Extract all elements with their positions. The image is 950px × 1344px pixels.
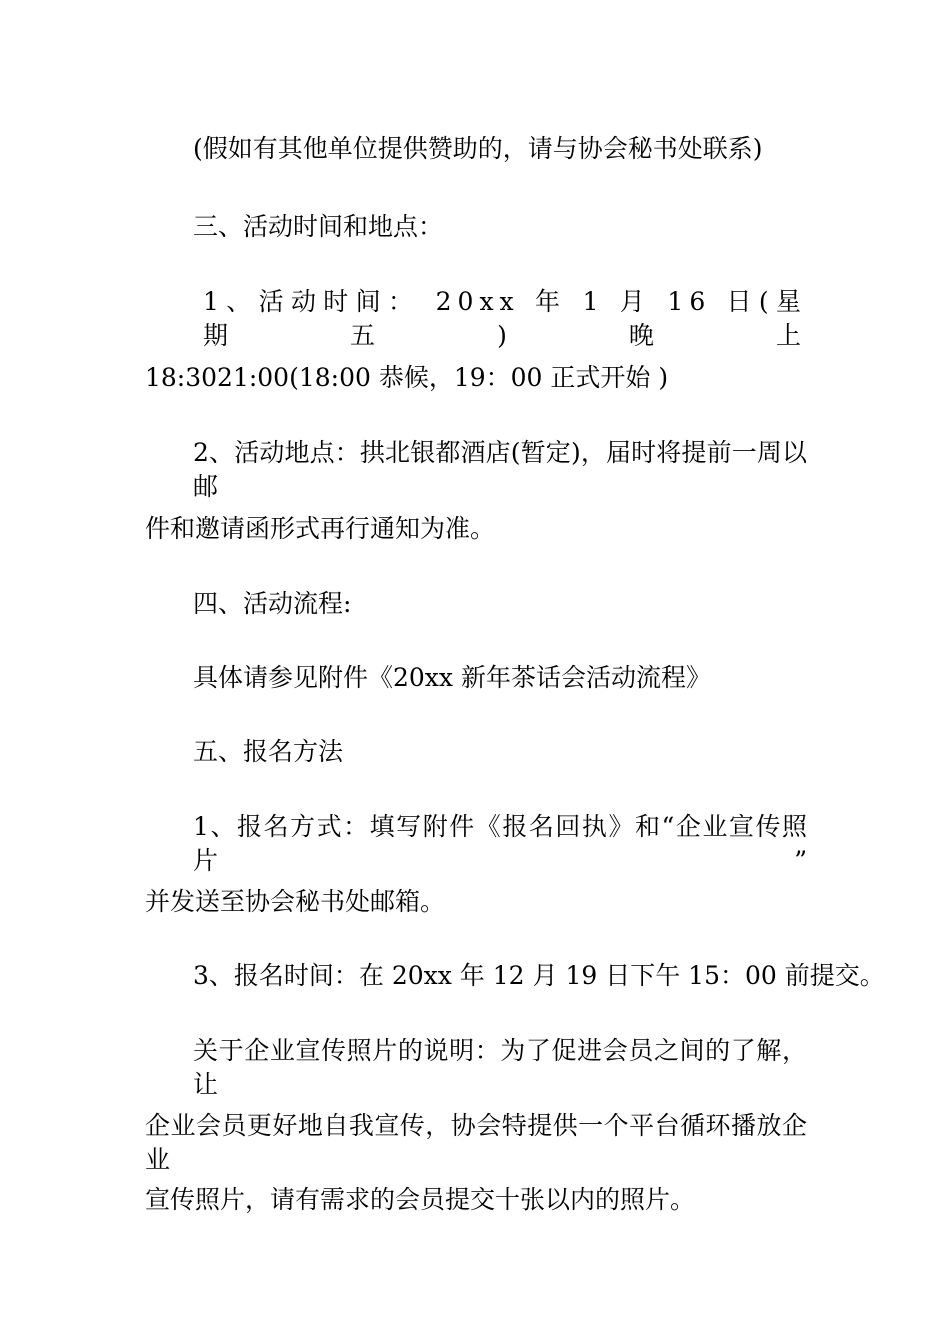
event-time-detail: 18:3021:00(18:00 恭候，19：00 正式开始 ): [145, 363, 669, 392]
registration-deadline: 3、报名时间：在 20xx 年 12 月 19 日下午 15：00 前提交。: [193, 961, 885, 990]
event-time-line: 1、活动时间： 20xx 年 1 月 16 日(星期五)晚上: [203, 287, 807, 350]
event-location-detail: 件和邀请函形式再行通知为准。: [145, 514, 496, 543]
event-location-line: 2、活动地点：拱北银都酒店(暂定)，届时将提前一周以邮: [193, 438, 807, 501]
section-4-heading: 四、活动流程:: [193, 589, 352, 618]
section-5-heading: 五、报名方法: [193, 737, 344, 766]
registration-method-detail: 并发送至协会秘书处邮箱。: [145, 887, 446, 916]
section-3-heading: 三、活动时间和地点：: [193, 212, 444, 241]
photo-note-line-3: 宣传照片，请有需求的会员提交十张以内的照片。: [145, 1185, 696, 1214]
registration-method-line: 1、报名方式：填写附件《报名回执》和“企业宣传照片”: [193, 812, 807, 875]
photo-note-line-2: 企业会员更好地自我宣传，协会特提供一个平台循环播放企业: [145, 1111, 807, 1174]
photo-note-line-1: 关于企业宣传照片的说明：为了促进会员之间的了解，让: [193, 1036, 807, 1099]
sponsor-note: (假如有其他单位提供赞助的，请与协会秘书处联系): [193, 134, 763, 163]
process-reference: 具体请参见附件《20xx 新年茶话会活动流程》: [193, 663, 711, 692]
